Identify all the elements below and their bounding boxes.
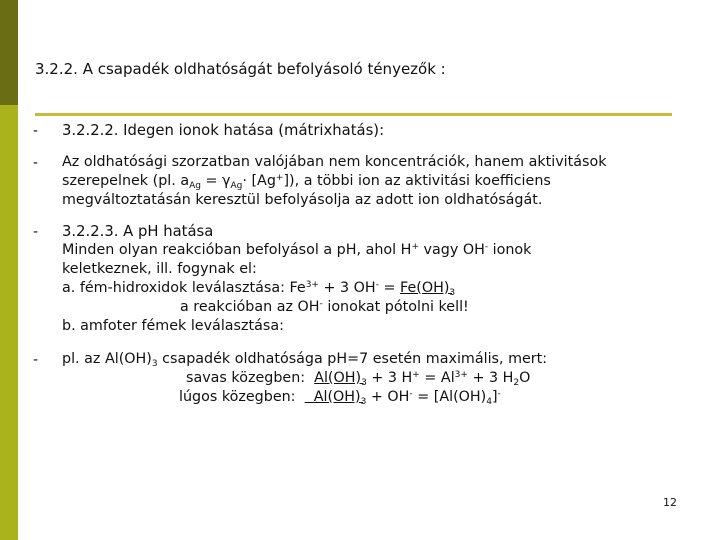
- text-fragment: Al(OH): [314, 370, 362, 386]
- acid-equation-line: [62, 369, 547, 388]
- bullet-marker: -: [33, 224, 39, 240]
- base-equation-line: [62, 388, 547, 407]
- text-fragment: = [Al(OH): [412, 389, 487, 405]
- text-fragment: Minden olyan reakcióban befolyásol a pH, ahol H: [62, 242, 412, 258]
- bullet-marker: -: [33, 123, 39, 139]
- underlined-formula: [305, 389, 367, 405]
- equation-label: savas közegben:: [186, 370, 306, 386]
- text-fragment: + OH: [366, 389, 410, 405]
- superscript: +: [412, 370, 420, 380]
- text-fragment: pl. az Al(OH): [62, 351, 152, 367]
- superscript: -: [319, 299, 323, 309]
- equation-label: lúgos közegben:: [179, 389, 296, 405]
- text-fragment: + 3 OH: [318, 280, 376, 296]
- equation-line: [62, 279, 531, 298]
- subscript: Ag: [230, 181, 243, 191]
- section-heading-ion-effect: 3.2.2.2. Idegen ionok hatása (mátrixhatás):: [62, 122, 385, 139]
- section-heading-ph: 3.2.2.3. A pH hatása: [62, 223, 214, 240]
- text-fragment: ionok: [488, 242, 532, 258]
- paragraph-line: Az oldhatósági szorzatban valójában nem koncentrációk, hanem aktivitások: [62, 154, 607, 170]
- activity-paragraph: [62, 153, 606, 210]
- paragraph-line: keletkeznek, ill. fogynak el:: [62, 261, 257, 277]
- underlined-formula: [400, 280, 455, 296]
- subscript: 2: [513, 378, 520, 388]
- superscript: -: [484, 242, 489, 252]
- subscript: 3: [360, 397, 367, 407]
- superscript: 3+: [305, 280, 319, 290]
- title-divider: [35, 113, 672, 116]
- subscript: 3: [449, 288, 456, 298]
- text-fragment: =: [378, 280, 401, 296]
- text-fragment: Fe(OH): [400, 280, 450, 296]
- superscript: -: [375, 280, 379, 290]
- sidebar-accent-dark: [0, 0, 18, 105]
- superscript: -: [497, 389, 501, 399]
- superscript: -: [409, 389, 413, 399]
- text-fragment: = γ: [200, 173, 231, 189]
- text-fragment: a reakcióban az OH: [180, 299, 320, 315]
- text-fragment: ]: [491, 389, 498, 405]
- text-fragment: szerepelnek (pl. a: [62, 173, 190, 189]
- slide-title: 3.2.2. A csapadék oldhatóságát befolyásoló tényezők :: [35, 60, 446, 78]
- text-fragment: O: [519, 370, 531, 386]
- page-number: 12: [663, 496, 677, 509]
- paragraph-line: b. amfoter fémek leválasztása:: [62, 318, 284, 334]
- text-fragment: Al(OH): [313, 389, 361, 405]
- subscript: 3: [151, 359, 158, 369]
- superscript: 3+: [454, 370, 468, 380]
- aluminium-hydroxide-section: [62, 350, 547, 407]
- sidebar-accent-light: [0, 105, 18, 540]
- text-fragment: vagy OH: [418, 242, 485, 258]
- subscript: Ag: [189, 181, 201, 191]
- bullet-marker: -: [33, 155, 39, 171]
- text-fragment: a. fém-hidroxidok leválasztása: Fe: [62, 280, 306, 296]
- paragraph-line: megváltoztatásán keresztül befolyásolja az adott ion oldhatóságát.: [62, 192, 543, 208]
- text-fragment: ionokat pótolni kell!: [322, 299, 469, 315]
- subscript: 3: [361, 378, 367, 388]
- ph-effect-section: [62, 222, 531, 336]
- paragraph-line: [62, 172, 606, 191]
- text-fragment: csapadék oldhatósága pH=7 esetén maximális, mert:: [157, 351, 548, 367]
- bullet-marker: -: [33, 352, 39, 368]
- superscript: +: [411, 242, 419, 252]
- text-fragment: ]), a többi ion az aktivitási koefficiens: [283, 173, 551, 189]
- text-fragment: + 3 H: [366, 370, 413, 386]
- text-fragment: = Al: [419, 370, 455, 386]
- paragraph-line: [62, 241, 531, 260]
- underlined-formula: [314, 370, 367, 386]
- text-fragment: + 3 H: [467, 370, 514, 386]
- paragraph-line: [62, 350, 547, 369]
- paragraph-line: [62, 298, 531, 317]
- subscript: 4: [486, 397, 492, 407]
- text-fragment: · [Ag: [242, 173, 276, 189]
- superscript: +: [275, 173, 284, 183]
